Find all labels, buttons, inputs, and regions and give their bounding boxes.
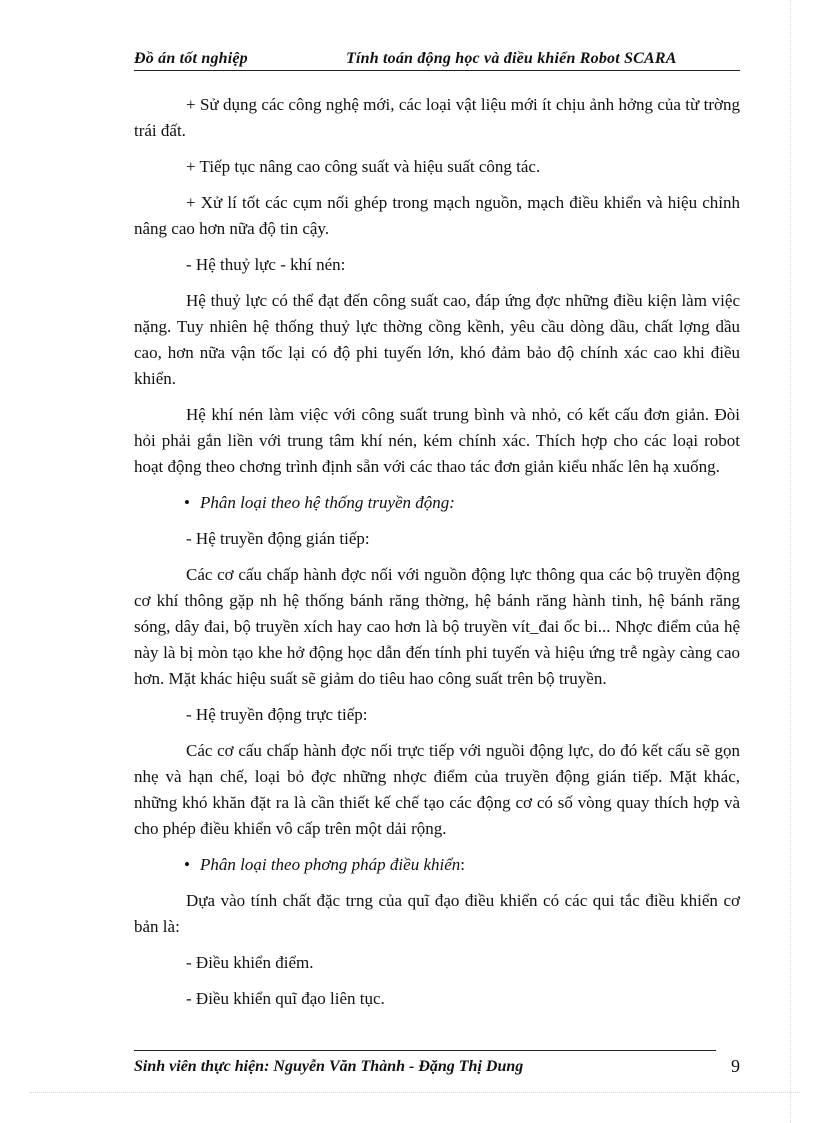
subheading: - Hệ truyền động trực tiếp: [186, 705, 368, 724]
bullet-heading-text: Phân loại theo hệ thống truyền động: [200, 493, 455, 512]
page-body [134, 92, 740, 1022]
bullet-heading-colon: : [460, 855, 465, 874]
paragraph: Các cơ cấu chấp hành đợc nối với nguồn động lực thông qua các bộ truyền động cơ khí thông gặp nh hệ thống bánh răng thờng, hệ bánh răng hành tinh, hệ bánh răng sóng, dây đai, bộ truyền xích hay cao hơn là bộ truyền vít_đai ốc bi... Nhợc điểm của hệ này là bị mòn tạo khe hở động học dẫn đến tính phi tuyến và hiệu ứng trễ ngày càng cao hơn. Mặt khác hiệu suất sẽ giảm do tiêu hao công suất trên bộ truyền. [134, 565, 740, 688]
page-header [134, 50, 740, 71]
paragraph: Dựa vào tính chất đặc trng của quĩ đạo điều khiển có các qui tắc điều khiển cơ bản là: [134, 891, 740, 936]
header-left-title: Đồ án tốt nghiệp [134, 50, 248, 67]
footer-rule [134, 1050, 716, 1051]
page-number: 9 [731, 1056, 740, 1076]
subheading: - Hệ truyền động gián tiếp: [186, 529, 370, 548]
bullet-heading-text: Phân loại theo phơng pháp điều khiển [200, 855, 461, 874]
footer-student-names: Sinh viên thực hiện: Nguyễn Văn Thành - Đặng Thị Dung [134, 1058, 524, 1075]
list-item: - Điều khiển quĩ đạo liên tục. [186, 989, 385, 1008]
paragraph: + Tiếp tục nâng cao công suất và hiệu suất công tác. [186, 157, 541, 176]
page-boundary-horizontal [30, 1092, 800, 1093]
bullet-icon: • [184, 493, 190, 512]
bullet-heading [134, 852, 740, 878]
paragraph: Hệ khí nén làm việc với công suất trung bình và nhỏ, có kết cấu đơn giản. Đòi hỏi phải gắn liền với trung tâm khí nén, kém chính xác. Thích hợp cho các loại robot hoạt động theo chơng trình định sẵn với các thao tác đơn giản kiểu nhấc lên hạ xuống. [134, 405, 740, 476]
page-boundary-vertical [790, 0, 791, 1123]
paragraph: Hệ thuỷ lực có thể đạt đến công suất cao, đáp ứng đợc những điều kiện làm việc nặng. Tuy nhiên hệ thống thuỷ lực thờng cồng kềnh, yêu cầu dòng dầu, chất lợng dầu cao, hơn nữa vận tốc lại có độ phi tuyến lớn, khó đảm bảo độ chính xác cao khi điều khiển. [134, 291, 740, 388]
header-right-title: Tính toán động học và điều khiển Robot SCARA [346, 50, 677, 67]
bullet-icon: • [184, 855, 190, 874]
bullet-heading [134, 490, 740, 516]
paragraph: Các cơ cấu chấp hành đợc nối trực tiếp với nguồi động lực, do đó kết cấu sẽ gọn nhẹ và hạn chế, loại bỏ đợc những nhợc điểm của truyền động gián tiếp. Mặt khác, những khó khăn đặt ra là cần thiết kế chế tạo các động cơ có số vòng quay thích hợp và cho phép điều khiển vô cấp trên một dải rộng. [134, 741, 740, 838]
paragraph: + Sử dụng các công nghệ mới, các loại vật liệu mới ít chịu ảnh hởng của từ trờng trái đất. [134, 95, 740, 140]
subheading: - Hệ thuỷ lực - khí nén: [186, 255, 346, 274]
paragraph: + Xử lí tốt các cụm nối ghép trong mạch nguồn, mạch điều khiển và hiệu chỉnh nâng cao hơn nữa độ tin cậy. [134, 193, 740, 238]
list-item: - Điều khiển điểm. [186, 953, 314, 972]
